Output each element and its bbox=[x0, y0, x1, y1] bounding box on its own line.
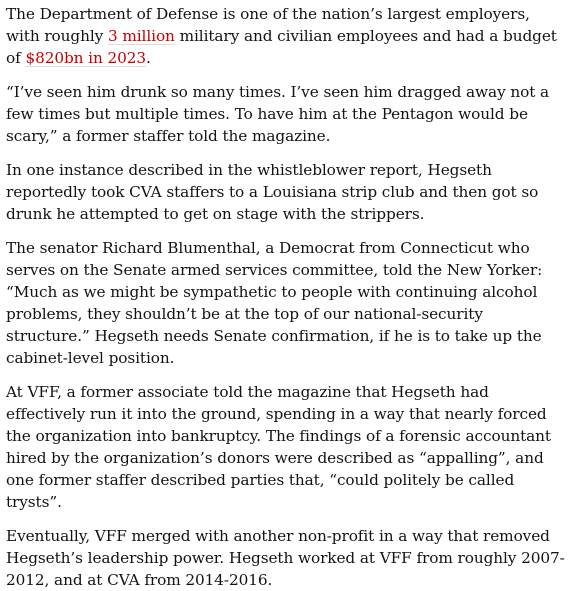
link-820bn-2023[interactable]: $820bn in 2023 bbox=[25, 49, 147, 67]
paragraph-budget-text-start: The Department of Defense is one of the nation’s largest employers, with roughly bbox=[6, 5, 530, 45]
paragraph-vff-finances: At VFF, a former associate told the magazine that Hegseth had effectively run it into the ground, spending in a way that nearly forced the organization into bankruptcy. The findings of a forensic accountant hired by the organization’s donors were described as “appalling”, and one former staffer described parties that, “could politely be called trysts”. bbox=[6, 383, 551, 511]
paragraph-staffer-quote: “I’ve seen him drunk so many times. I’ve seen him dragged away not a few times but multiple times. To have him at the Pentagon would be scary,” a former staffer told the magazine. bbox=[6, 83, 550, 145]
paragraph-strip-club: In one instance described in the whistleblower report, Hegseth reportedly took CVA staffers to a Louisiana strip club and then got so drunk he attempted to get on stage with the strippers. bbox=[6, 161, 539, 223]
link-3-million[interactable]: 3 million bbox=[107, 27, 175, 45]
paragraph-budget-text-middle: military and civilian employees and had a budget of bbox=[6, 27, 557, 67]
paragraph-vff-merger: Eventually, VFF merged with another non-profit in a way that removed Hegseth’s leadership power. Hegseth worked at VFF from roughly 2007-2012, and at CVA from 2014-2016. bbox=[6, 527, 565, 589]
paragraph-budget bbox=[6, 3, 566, 69]
paragraph-blumenthal: The senator Richard Blumenthal, a Democrat from Connecticut who serves on the Senate armed services committee, told the New Yorker: “Much as we might be sympathetic to people with continuing alcohol problems, they shouldn’t be at the top of our national-security structure.” Hegseth needs Senate confirmation, if he is to take up the cabinet-level position. bbox=[6, 239, 543, 367]
paragraph-budget-text-end: . bbox=[146, 49, 151, 67]
